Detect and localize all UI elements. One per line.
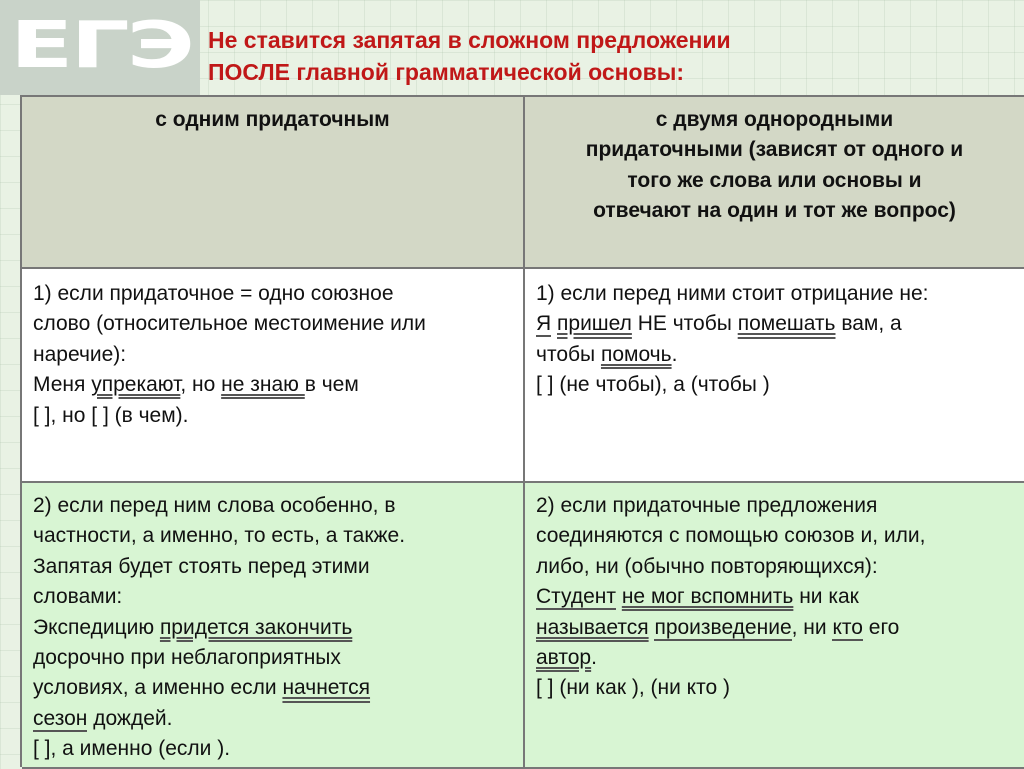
header-right-line-4: отвечают на один и тот же вопрос) xyxy=(593,199,956,223)
predicate-underline: автор xyxy=(536,646,592,670)
example-text: Меня xyxy=(33,373,92,397)
example-sentence xyxy=(536,613,1016,643)
example-text: вам, а xyxy=(835,312,902,336)
sentence-scheme: [ ] (не чтобы), а (чтобы ) xyxy=(536,373,770,397)
example-sentence xyxy=(33,704,515,734)
example-text: ни как xyxy=(793,585,859,609)
example-text: Экспедицию xyxy=(33,615,160,639)
example-text: , но xyxy=(180,373,222,397)
example-text: его xyxy=(862,615,900,639)
rule-1-single xyxy=(22,269,525,483)
predicate-underline: начнется xyxy=(282,676,371,700)
header-right-line-3: того же слова или основы и xyxy=(627,168,922,192)
predicate-underline: называется xyxy=(536,615,649,639)
example-text: . xyxy=(591,646,597,670)
sentence-scheme: [ ], но [ ] (в чем). xyxy=(33,403,189,427)
rule-text-line: наречие): xyxy=(33,342,127,366)
header-left xyxy=(22,97,525,269)
example-sentence xyxy=(33,370,515,400)
rule-text-line: соединяются с помощью союзов и, или, xyxy=(536,524,926,548)
example-sentence xyxy=(536,309,1016,339)
subject-underline: кто xyxy=(832,615,863,639)
example-sentence xyxy=(536,582,1016,612)
rule-1-double xyxy=(525,269,1024,483)
subject-underline: Я xyxy=(536,312,552,336)
example-sentence xyxy=(33,613,515,643)
predicate-underline: упрекают xyxy=(91,373,181,397)
example-sentence xyxy=(33,673,515,703)
predicate-underline: придется закончить xyxy=(159,615,353,639)
example-text: условиях, а именно если xyxy=(33,676,283,700)
example-text: в чем xyxy=(304,373,359,397)
rule-text-line: слово (относительное местоимение или xyxy=(33,312,426,336)
subject-underline: произведение xyxy=(654,615,792,639)
sentence-scheme: [ ] (ни как ), (ни кто ) xyxy=(536,676,730,700)
header-right-line-1: с двумя однородными xyxy=(655,108,894,131)
example-text: , ни xyxy=(791,615,833,639)
title-line-2: ПОСЛЕ главной грамматической основы: xyxy=(208,59,685,85)
header-right-line-2: придаточными (зависят от одного и xyxy=(585,138,964,162)
header-left-text: с одним придаточным xyxy=(155,108,390,131)
sentence-scheme: [ ], а именно (если ). xyxy=(33,737,231,761)
rule-text-line: Запятая будет стоять перед этими xyxy=(33,554,370,578)
example-text: НЕ чтобы xyxy=(631,312,738,336)
rule-text-line: 2) если придаточные предложения xyxy=(536,494,878,517)
subject-underline: сезон xyxy=(33,706,88,730)
predicate-underline: не мог вспомнить xyxy=(621,585,794,609)
rule-text-line: частности, а именно, то есть, а также. xyxy=(33,524,406,548)
example-sentence xyxy=(536,643,1016,673)
predicate-underline: помешать xyxy=(737,312,836,336)
rule-text-line: 1) если перед ними стоит отрицание не: xyxy=(536,282,929,305)
example-text: . xyxy=(671,342,678,366)
logo-text: ЕГЭ xyxy=(10,9,192,83)
rule-text-line: либо, ни (обычно повторяющихся): xyxy=(536,554,878,578)
example-sentence xyxy=(536,340,1016,370)
example-text: дождей. xyxy=(87,706,173,730)
example-sentence: досрочно при неблагоприятных xyxy=(33,646,341,670)
rule-2-double xyxy=(525,483,1024,769)
example-text: чтобы xyxy=(536,342,601,366)
rule-text-line: 2) если перед ним слова особенно, в xyxy=(33,494,396,517)
subject-underline: Студент xyxy=(536,585,616,609)
rule-text-line: 1) если придаточное = одно союзное xyxy=(33,282,394,305)
rules-table xyxy=(20,95,1024,767)
rule-2-single xyxy=(22,483,525,769)
predicate-underline: не знаю xyxy=(221,373,305,397)
rule-text-line: словами: xyxy=(33,585,123,609)
logo xyxy=(0,0,200,95)
predicate-underline: помочь xyxy=(600,342,672,366)
title-line-1: Не ставится запятая в сложном предложении xyxy=(208,27,731,53)
header-right xyxy=(525,97,1024,269)
predicate-underline: пришел xyxy=(557,312,632,336)
page-title xyxy=(208,24,1008,88)
